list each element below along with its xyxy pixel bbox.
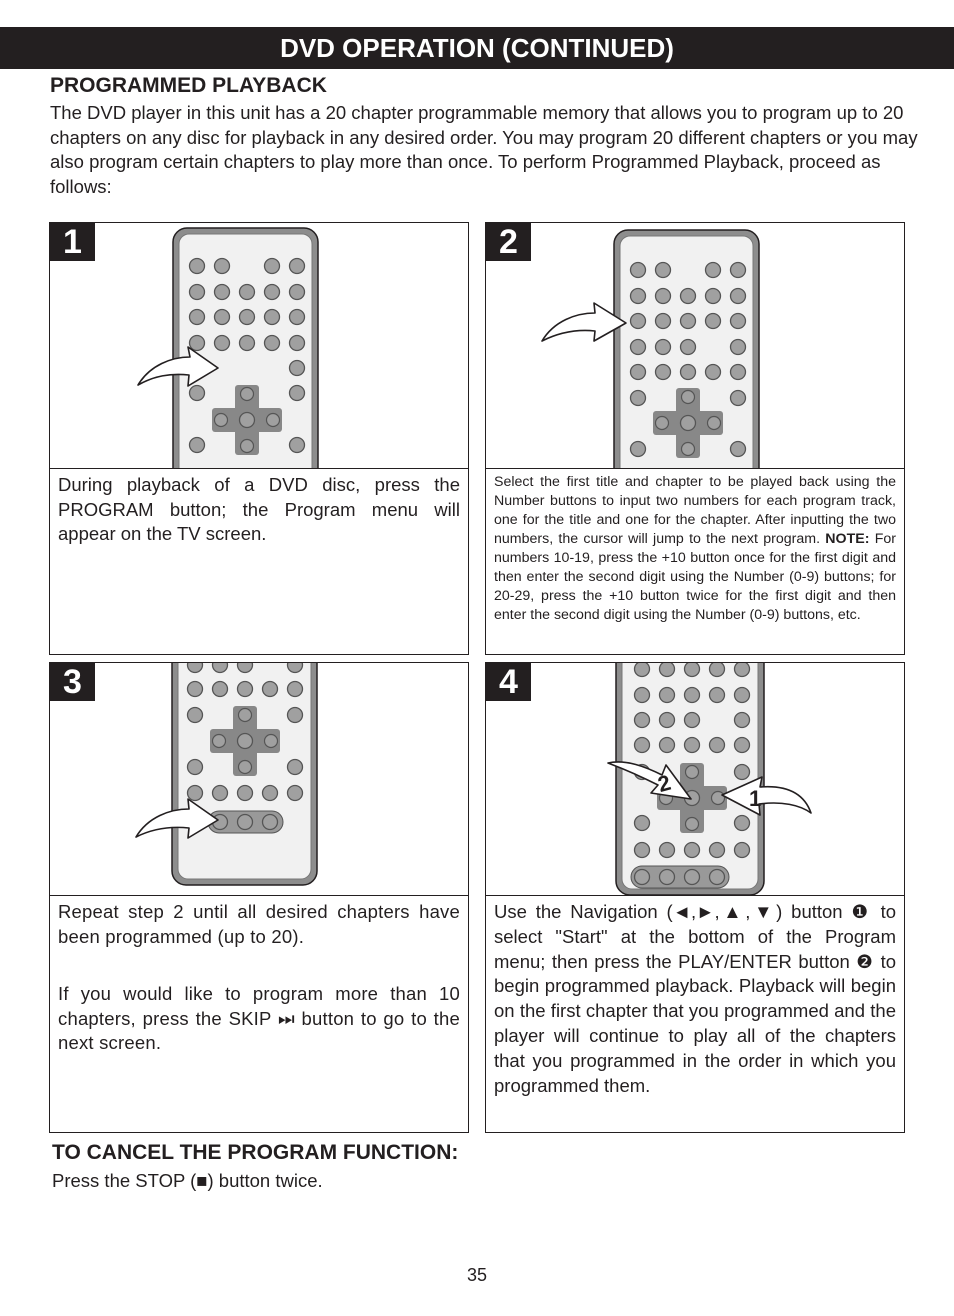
- remote-illustration-1: [50, 223, 468, 468]
- remote-button: [190, 336, 205, 351]
- remote-control: [542, 230, 759, 468]
- remote-button: [681, 340, 696, 355]
- remote-button: [631, 314, 646, 329]
- dpad-arrow-icon: [712, 792, 725, 805]
- remote-button: [660, 870, 675, 885]
- playback-instruction: to begin programmed playback. Playback will begin on the first chapter that you programmed and the player will continue to play all of the chapters that you programmed in the order in which you programmed them.: [494, 950, 897, 1096]
- remote-button: [631, 289, 646, 304]
- remote-button: [731, 442, 746, 457]
- remote-button: [660, 663, 675, 677]
- remote-button: [710, 738, 725, 753]
- step-1-illustration: [50, 223, 468, 469]
- remote-button: [635, 843, 650, 858]
- remote-illustration-3: [50, 663, 468, 895]
- intro-paragraph: The DVD player in this unit has a 20 chapter programmable memory that allows you to program up to 20 chapters on any disc for playback in any desired order. You may program 20 different chapters or you may also program certain chapters to play more than once. To perform Programmed Playback, proceed as follows:: [50, 102, 918, 197]
- step-4-panel: [485, 662, 905, 1133]
- remote-button: [635, 663, 650, 677]
- remote-button: [238, 786, 253, 801]
- remote-button: [685, 713, 700, 728]
- remote-button: [731, 263, 746, 278]
- remote-button: [215, 336, 230, 351]
- dpad-arrow-icon: [682, 443, 695, 456]
- remote-button: [660, 688, 675, 703]
- remote-button: [710, 843, 725, 858]
- remote-button: [631, 442, 646, 457]
- remote-button: [735, 663, 750, 677]
- callout-2-label: 2: [655, 769, 674, 798]
- remote-button: [631, 365, 646, 380]
- remote-button: [288, 708, 303, 723]
- remote-button: [656, 340, 671, 355]
- remote-button: [685, 688, 700, 703]
- remote-button: [731, 391, 746, 406]
- page-title-banner: [0, 27, 954, 69]
- page-title: DVD OPERATION (CONTINUED): [280, 33, 674, 63]
- step-number: 3: [50, 663, 95, 701]
- callout-1-label: 1: [749, 786, 762, 811]
- remote-button: [681, 365, 696, 380]
- remote-button: [635, 713, 650, 728]
- remote-button: [290, 438, 305, 453]
- remote-button: [635, 738, 650, 753]
- remote-button: [288, 786, 303, 801]
- remote-button: [190, 259, 205, 274]
- step-1-panel: [49, 222, 469, 655]
- step-3-illustration: [50, 663, 468, 896]
- remote-button: [681, 289, 696, 304]
- remote-button: [215, 259, 230, 274]
- dpad-arrow-icon: [656, 417, 669, 430]
- stop-icon: ■: [196, 1170, 208, 1191]
- remote-button: [290, 361, 305, 376]
- remote-button: [706, 289, 721, 304]
- remote-button: [735, 738, 750, 753]
- remote-button: [290, 310, 305, 325]
- step-number: 4: [486, 663, 531, 701]
- remote-button: [238, 815, 253, 830]
- nav-instruction: Use the Navigation (: [494, 901, 673, 922]
- remote-button: [265, 285, 280, 300]
- step-3-paragraph-1: Repeat step 2 until all desired chapters have been programmed (up to 20).: [58, 901, 460, 947]
- remote-button: [656, 289, 671, 304]
- remote-button: [213, 682, 228, 697]
- remote-button: [660, 713, 675, 728]
- remote-button: [265, 310, 280, 325]
- remote-button: [190, 310, 205, 325]
- remote-button: [215, 285, 230, 300]
- remote-control: [136, 663, 317, 885]
- remote-button: [635, 688, 650, 703]
- dpad-arrow-icon: [239, 761, 252, 774]
- remote-button: [660, 843, 675, 858]
- navigation-arrows-icon: ◄,►,▲,▼: [672, 901, 777, 922]
- remote-button: [290, 285, 305, 300]
- remote-button: [263, 682, 278, 697]
- dpad-arrow-icon: [708, 417, 721, 430]
- step-1-text: During playback of a DVD disc, press the PROGRAM button; the Program menu will appear on the TV screen.: [58, 474, 460, 544]
- remote-button: [190, 438, 205, 453]
- page-number: 35: [466, 1265, 488, 1285]
- remote-button: [656, 314, 671, 329]
- remote-button: [288, 682, 303, 697]
- remote-button: [188, 682, 203, 697]
- remote-button: [656, 263, 671, 278]
- remote-button: [631, 391, 646, 406]
- remote-button: [681, 416, 696, 431]
- remote-button: [685, 663, 700, 677]
- remote-button: [265, 259, 280, 274]
- remote-button: [263, 786, 278, 801]
- remote-button: [710, 688, 725, 703]
- remote-button: [240, 285, 255, 300]
- remote-button: [290, 336, 305, 351]
- remote-button: [685, 738, 700, 753]
- remote-button: [213, 786, 228, 801]
- remote-button: [656, 365, 671, 380]
- remote-button: [265, 336, 280, 351]
- nav-instruction-cont: ) button: [776, 901, 843, 922]
- dpad-arrow-icon: [682, 391, 695, 404]
- remote-button: [240, 336, 255, 351]
- step-4-text: [494, 900, 896, 1098]
- dpad-arrow-icon: [686, 766, 699, 779]
- remote-button: [660, 738, 675, 753]
- remote-button: [288, 663, 303, 673]
- step-2-panel: [485, 222, 905, 655]
- step-3-paragraph-2: [58, 982, 460, 1056]
- remote-button: [190, 285, 205, 300]
- remote-button: [735, 713, 750, 728]
- dpad-arrow-icon: [215, 414, 228, 427]
- remote-button: [238, 682, 253, 697]
- remote-button: [213, 663, 228, 673]
- skip-instruction-end: button to go to the next screen.: [58, 1007, 460, 1053]
- remote-button: [731, 289, 746, 304]
- remote-button: [685, 870, 700, 885]
- remote-button: [706, 314, 721, 329]
- step-2-text: [494, 473, 896, 625]
- dpad-arrow-icon: [267, 414, 280, 427]
- remote-button: [706, 365, 721, 380]
- note-text: For numbers 10-19, press the +10 button once for the first digit and then enter the second digit using the Number (0-9) buttons; for 20-29, press the +10 button twice for the first digit and then enter the second digit using the Number (0-9) buttons, etc.: [494, 531, 896, 623]
- cancel-instruction-end: ) button twice.: [207, 1170, 323, 1191]
- dpad-arrow-icon: [686, 818, 699, 831]
- cancel-text: [52, 1170, 323, 1192]
- dpad-arrow-icon: [213, 735, 226, 748]
- remote-button: [290, 259, 305, 274]
- remote-button: [188, 760, 203, 775]
- remote-button: [735, 765, 750, 780]
- remote-button: [290, 386, 305, 401]
- note-label: NOTE:: [825, 531, 870, 547]
- remote-button: [188, 786, 203, 801]
- step-3-text: [58, 900, 460, 1056]
- step-2-instructions: Select the first title and chapter to be played back using the Number buttons to input two numbers for each program track, one for the title and one for the chapter. After inputting the two numbers, the cursor will jump to the next program.: [494, 474, 896, 547]
- section-heading: PROGRAMMED PLAYBACK: [50, 74, 327, 97]
- skip-icon: ⏭: [277, 1007, 295, 1029]
- remote-control: [138, 228, 318, 468]
- marker-2-icon: ❷: [856, 950, 875, 972]
- remote-button: [188, 663, 203, 673]
- remote-button: [188, 708, 203, 723]
- remote-button: [731, 340, 746, 355]
- remote-control: [608, 663, 811, 895]
- remote-button: [635, 816, 650, 831]
- remote-button: [735, 688, 750, 703]
- step-3-panel: [49, 662, 469, 1133]
- dpad-arrow-icon: [239, 709, 252, 722]
- remote-button: [238, 734, 253, 749]
- dpad-arrow-icon: [265, 735, 278, 748]
- dpad-arrow-icon: [241, 440, 254, 453]
- skip-instruction: If you would like to program more than 10 chapters, press the SKIP: [58, 983, 460, 1029]
- step-number: 2: [486, 223, 531, 261]
- remote-illustration-2: [486, 223, 904, 468]
- remote-button: [288, 760, 303, 775]
- dpad-arrow-icon: [241, 388, 254, 401]
- step-4-illustration: [486, 663, 904, 896]
- remote-button: [635, 870, 650, 885]
- select-start-instruction: to select "Start" at the bottom of the Program menu; then press the PLAY/ENTER button: [494, 901, 896, 972]
- cancel-heading: TO CANCEL THE PROGRAM FUNCTION:: [52, 1141, 459, 1164]
- remote-button: [215, 310, 230, 325]
- remote-button: [190, 386, 205, 401]
- remote-button: [238, 663, 253, 673]
- remote-button: [731, 314, 746, 329]
- remote-button: [263, 815, 278, 830]
- remote-button: [731, 365, 746, 380]
- marker-1-icon: ❶: [851, 901, 872, 922]
- remote-button: [710, 663, 725, 677]
- remote-button: [735, 843, 750, 858]
- remote-button: [706, 263, 721, 278]
- cancel-instruction: Press the STOP (: [52, 1170, 197, 1191]
- remote-button: [240, 310, 255, 325]
- remote-button: [240, 413, 255, 428]
- remote-button: [685, 843, 700, 858]
- remote-button: [681, 314, 696, 329]
- remote-button: [631, 263, 646, 278]
- remote-button: [710, 870, 725, 885]
- remote-button: [735, 816, 750, 831]
- remote-illustration-4: [486, 663, 904, 895]
- remote-button: [631, 340, 646, 355]
- step-2-illustration: [486, 223, 904, 469]
- step-number: 1: [50, 223, 95, 261]
